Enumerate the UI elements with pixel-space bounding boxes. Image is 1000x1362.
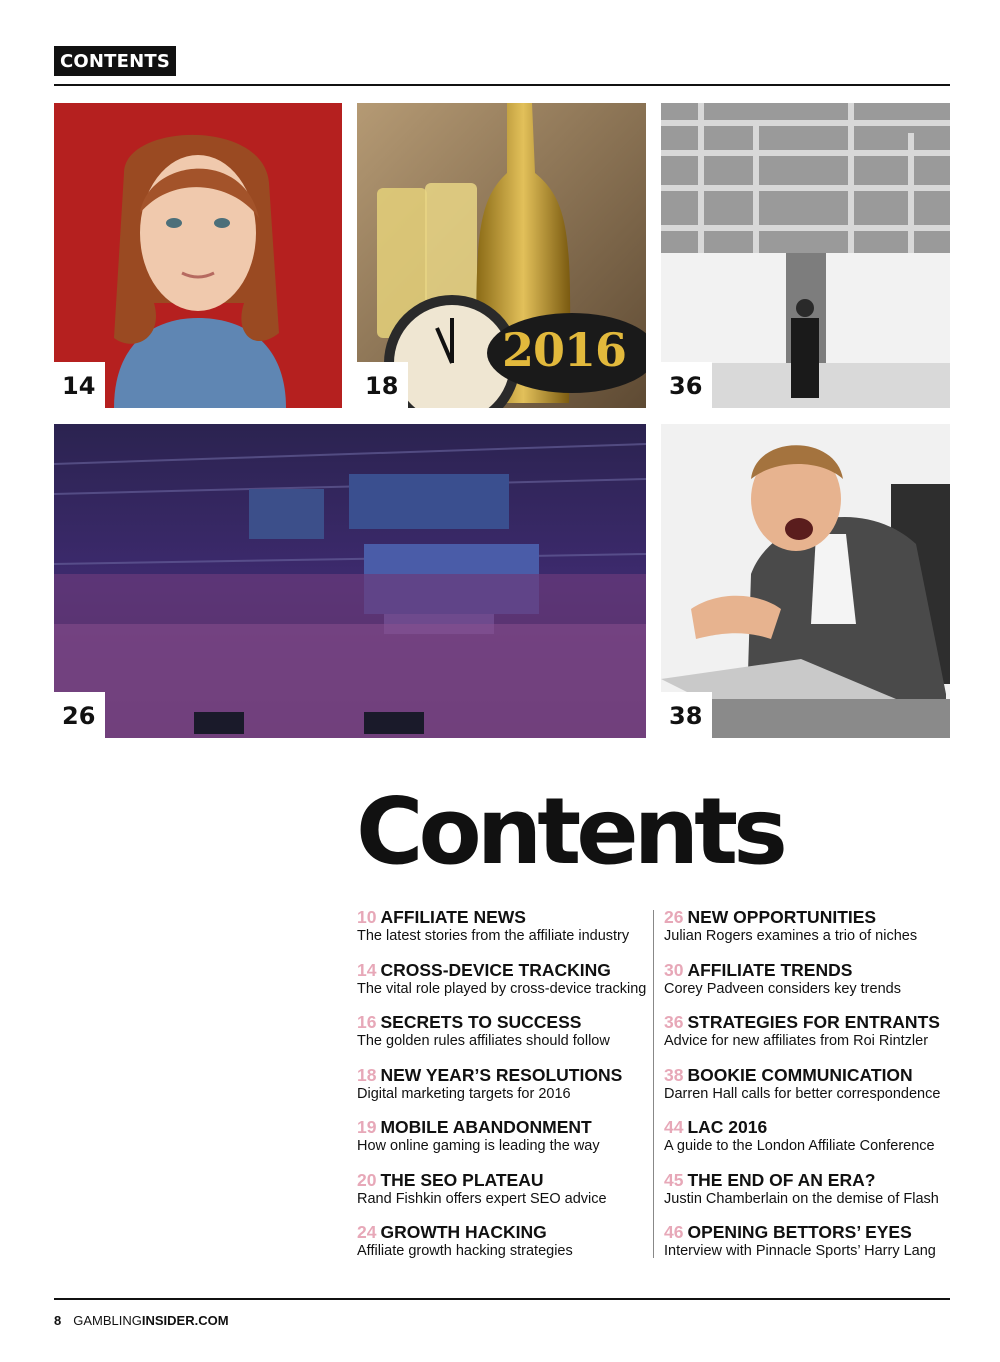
page-tag: 26 xyxy=(54,692,105,738)
page-tag: 18 xyxy=(357,362,408,408)
photo-esports-arena[interactable] xyxy=(54,424,646,738)
entry-page-number: 36 xyxy=(664,1012,684,1032)
entry-title: THE END OF AN ERA? xyxy=(687,1169,876,1190)
entry-page-number: 19 xyxy=(357,1117,377,1137)
entry-description: How online gaming is leading the way xyxy=(357,1138,600,1154)
entry-description: The vital role played by cross-device tracking xyxy=(357,980,647,997)
contents-entry[interactable] xyxy=(357,959,647,1012)
contents-right-column xyxy=(664,906,954,1274)
contents-entry[interactable] xyxy=(357,1221,647,1274)
photo-maze[interactable] xyxy=(661,103,950,408)
entry-description: Corey Padveen considers key trends xyxy=(664,980,901,997)
entry-page-number: 38 xyxy=(664,1064,684,1085)
contents-left-column xyxy=(357,906,647,1274)
contents-entry[interactable] xyxy=(357,1169,647,1222)
entry-title: CROSS-DEVICE TRACKING xyxy=(380,959,611,980)
entry-page-number: 24 xyxy=(357,1222,377,1242)
entry-description: Darren Hall calls for better correspondence xyxy=(664,1085,941,1102)
bottom-rule xyxy=(54,1298,950,1300)
footer-site-bold: INSIDER.COM xyxy=(141,1313,229,1328)
entry-description: Interview with Pinnacle Sports’ Harry Lang xyxy=(664,1243,936,1259)
photo-angry-laptop-man[interactable] xyxy=(661,424,950,738)
entry-description: The golden rules affiliates should follow xyxy=(357,1033,610,1049)
page-tag: 14 xyxy=(54,362,105,408)
year-sign: 2016 xyxy=(502,323,627,377)
contents-entry[interactable] xyxy=(664,906,954,959)
entry-description: Rand Fishkin offers expert SEO advice xyxy=(357,1190,607,1207)
entry-title: NEW OPPORTUNITIES xyxy=(687,907,877,927)
entry-description: A guide to the London Affiliate Conference xyxy=(664,1138,935,1154)
contents-entry[interactable] xyxy=(664,1064,954,1117)
contents-entry[interactable] xyxy=(664,1169,954,1222)
entry-title: STRATEGIES FOR ENTRANTS xyxy=(687,1012,940,1032)
entry-page-number: 20 xyxy=(357,1169,377,1190)
entry-title: NEW YEAR’S RESOLUTIONS xyxy=(380,1064,623,1085)
contents-entry[interactable] xyxy=(357,1064,647,1117)
entry-page-number: 16 xyxy=(357,1012,377,1032)
page-tag: 38 xyxy=(661,692,712,738)
laptop-man-illustration xyxy=(661,424,950,738)
entry-page-number: 46 xyxy=(664,1222,684,1242)
entry-title: MOBILE ABANDONMENT xyxy=(380,1117,592,1137)
column-divider xyxy=(653,910,654,1258)
entry-description: The latest stories from the affiliate industry xyxy=(357,928,630,944)
entry-description: Digital marketing targets for 2016 xyxy=(357,1085,571,1102)
entry-title: BOOKIE COMMUNICATION xyxy=(687,1064,913,1085)
footer-page-number: 8 xyxy=(54,1313,62,1328)
entry-page-number: 18 xyxy=(357,1064,377,1085)
photo-portrait[interactable] xyxy=(54,103,342,408)
entry-page-number: 10 xyxy=(357,907,377,927)
contents-entry[interactable] xyxy=(357,906,647,959)
entry-title: OPENING BETTORS’ EYES xyxy=(687,1222,912,1242)
entry-description: Justin Chamberlain on the demise of Flash xyxy=(664,1190,939,1207)
footer-site-prefix: GAMBLING xyxy=(73,1313,142,1328)
page-tag: 36 xyxy=(661,362,712,408)
entry-title: AFFILIATE NEWS xyxy=(380,907,526,927)
entry-title: LAC 2016 xyxy=(687,1117,768,1137)
entry-description: Affiliate growth hacking strategies xyxy=(357,1243,573,1259)
contents-entry[interactable] xyxy=(664,1011,954,1064)
entry-description: Advice for new affiliates from Roi Rintzler xyxy=(664,1033,929,1049)
contents-entry[interactable] xyxy=(664,959,954,1012)
entry-description: Julian Rogers examines a trio of niches xyxy=(664,928,918,944)
entry-title: GROWTH HACKING xyxy=(380,1222,547,1242)
entry-page-number: 44 xyxy=(664,1117,684,1137)
contents-entry[interactable] xyxy=(664,1221,954,1274)
photo-new-year[interactable] xyxy=(357,103,646,408)
entry-page-number: 26 xyxy=(664,907,684,927)
entry-page-number: 45 xyxy=(664,1169,684,1190)
page-title: Contents xyxy=(356,778,783,885)
entry-title: AFFILIATE TRENDS xyxy=(687,959,853,980)
entry-page-number: 14 xyxy=(357,959,377,980)
top-rule xyxy=(54,84,950,86)
arena-illustration xyxy=(54,424,646,738)
entry-title: SECRETS TO SUCCESS xyxy=(380,1012,582,1032)
section-label: CONTENTS xyxy=(54,46,176,76)
contents-entry[interactable] xyxy=(357,1116,647,1169)
contents-entry[interactable] xyxy=(357,1011,647,1064)
contents-entry[interactable] xyxy=(664,1116,954,1169)
entry-page-number: 30 xyxy=(664,959,684,980)
entry-title: THE SEO PLATEAU xyxy=(380,1169,544,1190)
footer xyxy=(54,1313,229,1328)
